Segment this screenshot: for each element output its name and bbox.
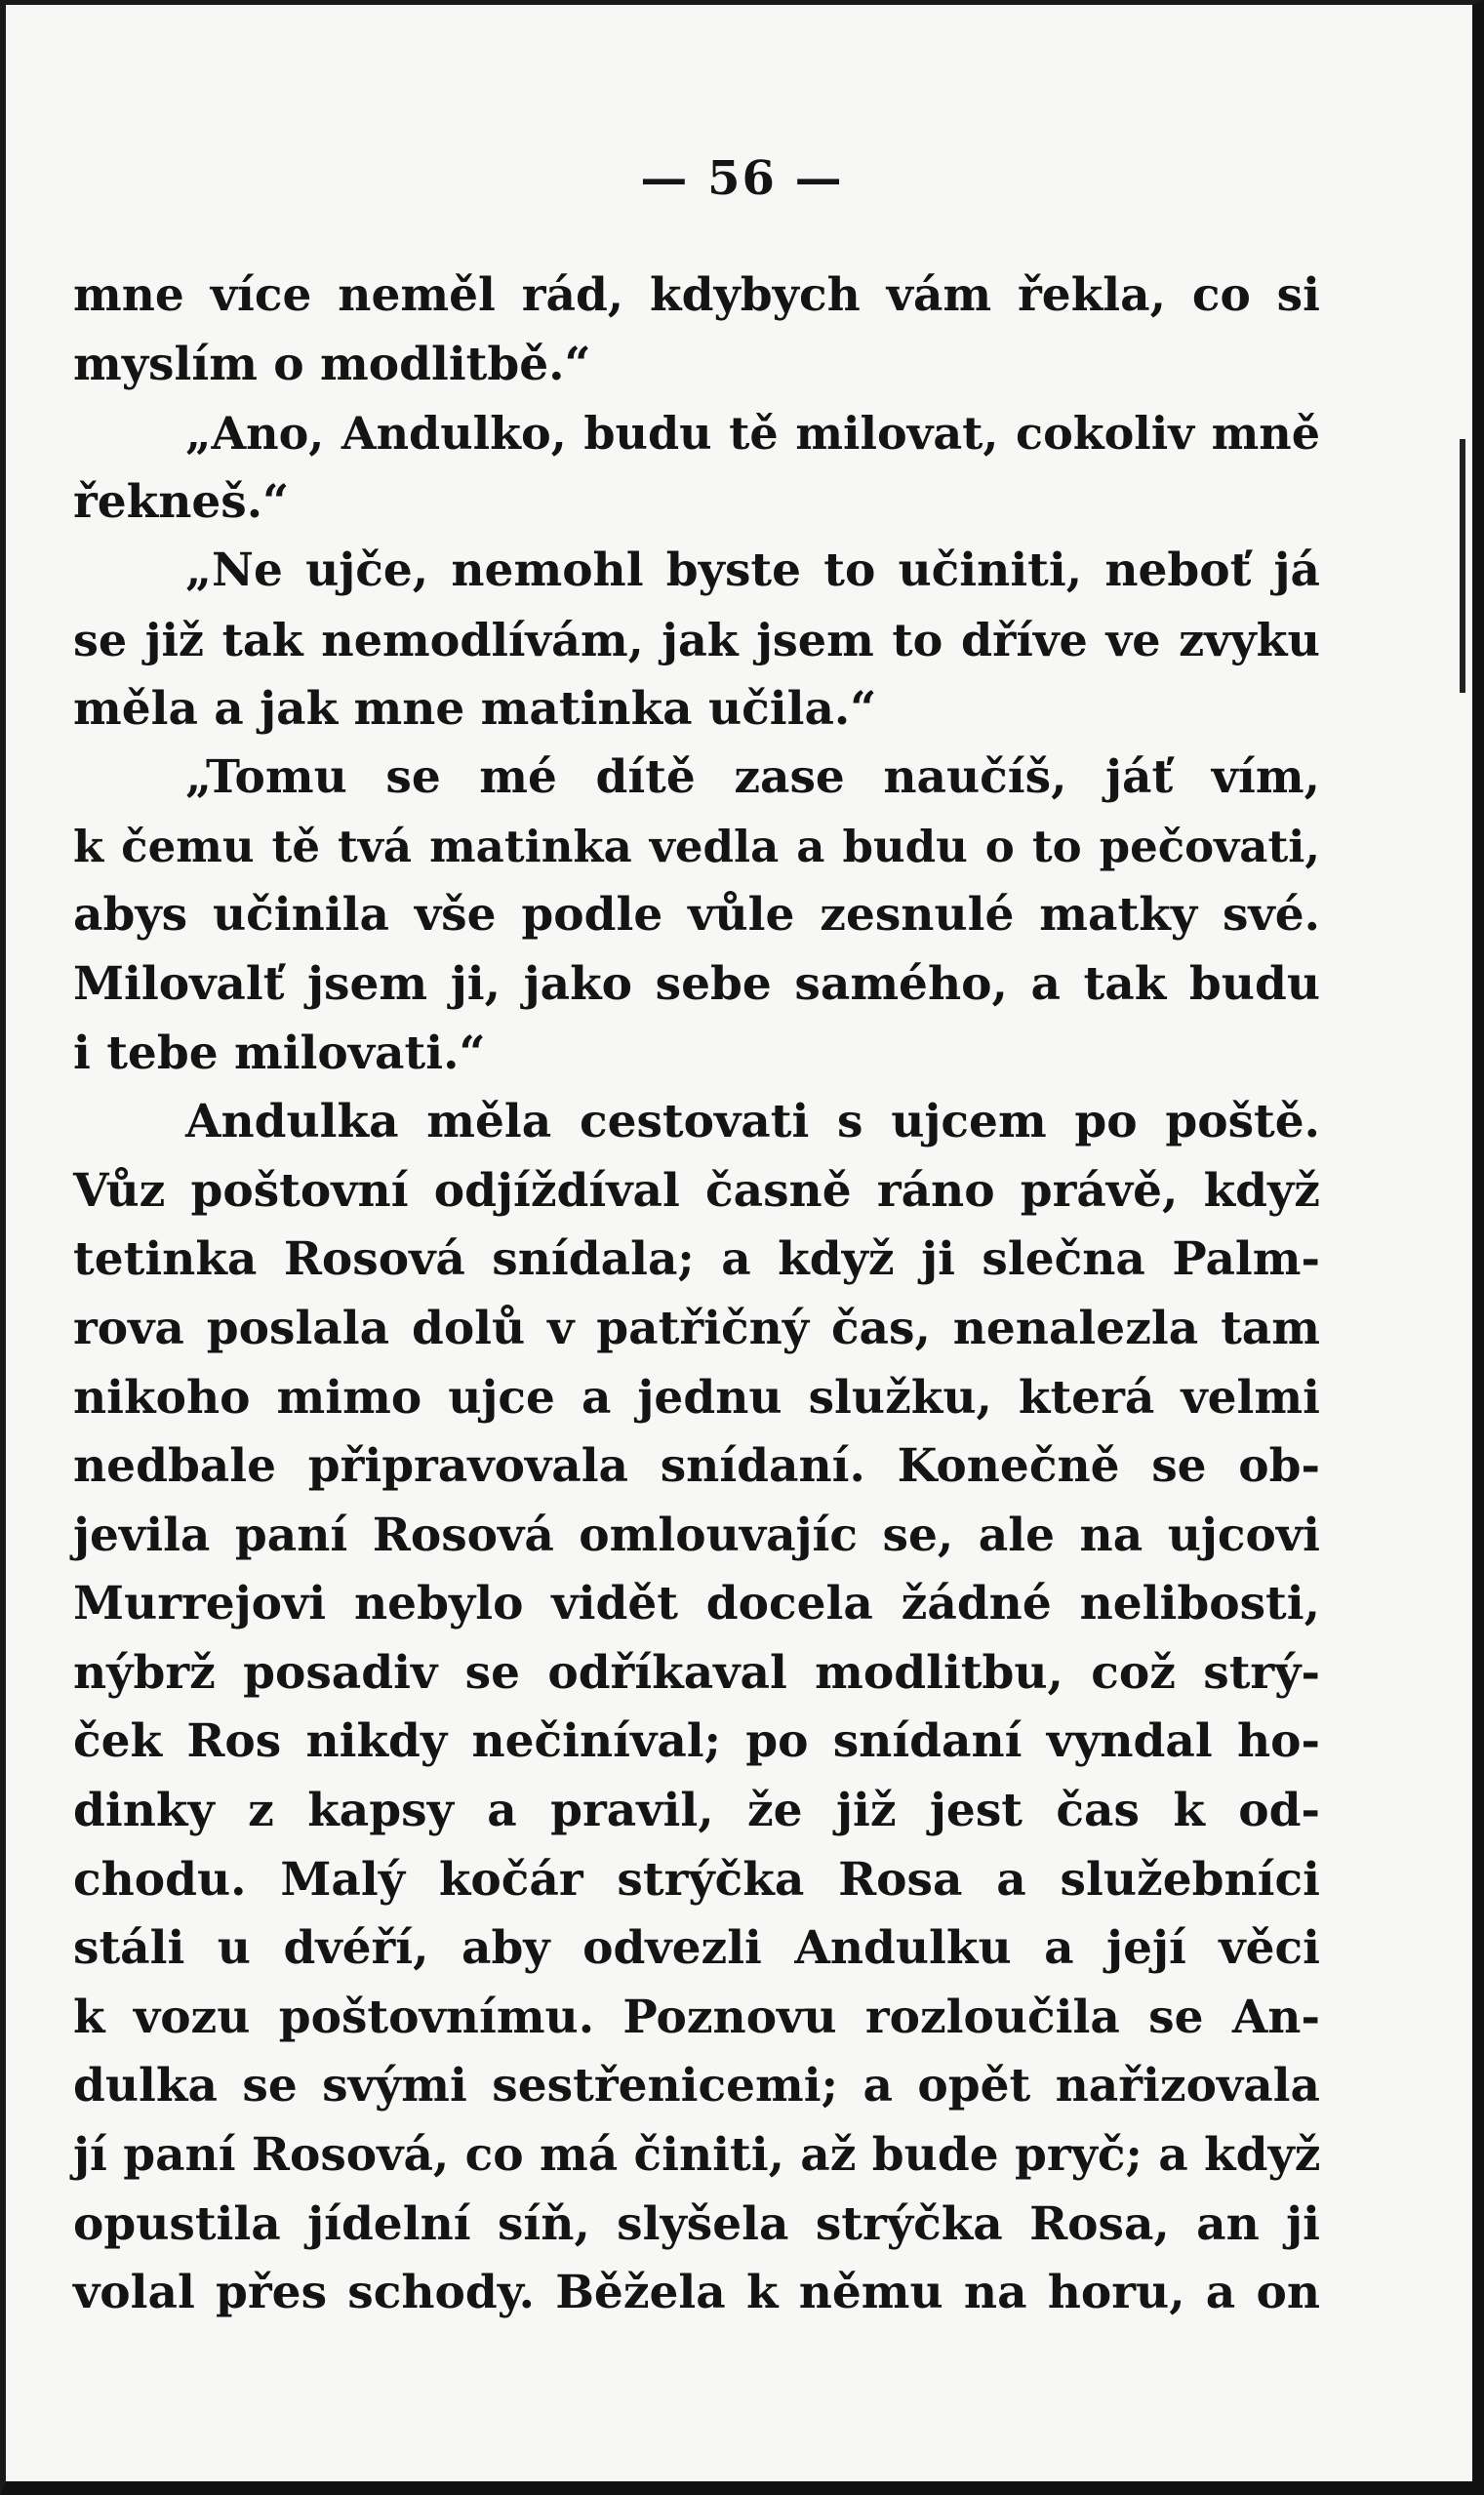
text-line: chodu. Malý kočár strýčka Rosa a služebníci [73,1852,1320,1907]
text-line: „Ano, Andulko, budu tě milovat, cokoliv mně [185,407,1320,461]
text-line: k čemu tě tvá matinka vedla a budu o to pečovati, [73,820,1320,872]
text-line: stáli u dvéří, aby odvezli Andulku a její věci [73,1921,1320,1976]
text-line: dinky z kapsy a pravil, že již jest čas k od- [73,1784,1320,1838]
text-line: rova poslala dolů v patřičný čas, nenalezla tam [73,1301,1320,1355]
page-number: — 56 — [640,151,844,206]
text-line: ček Ros nikdy nečiníval; po snídaní vyndal ho- [73,1714,1320,1769]
text-line: Vůz poštovní odjíždíval časně ráno právě, když [73,1163,1320,1218]
text-line: jevila paní Rosová omlouvajíc se, ale na ujcovi [73,1508,1320,1562]
text-line: opustila jídelní síň, slyšela strýčka Rosa, an ji [73,2196,1320,2251]
text-line: i tebe milovati.“ [73,1026,486,1080]
text-line: dulka se svými sestřenicemi; a opět nařizovala [73,2059,1320,2113]
binding-edge-mark [1460,439,1465,693]
text-line: nedbale připravovala snídaní. Konečně se ob- [73,1439,1320,1494]
text-line: „Tomu se mé dítě zase naučíš, jáť vím, [185,750,1320,805]
text-line: tetinka Rosová snídala; a když ji slečna Palm- [73,1232,1320,1287]
text-line: jí paní Rosová, co má činiti, až bude pryč; a když [73,2128,1321,2183]
text-line: Milovalť jsem ji, jako sebe samého, a tak budu [73,956,1320,1011]
text-line: myslím o modlitbě.“ [73,337,591,391]
text-line: volal přes schody. Běžela k němu na horu, a on [73,2266,1320,2320]
text-line: nýbrž posadiv se odříkaval modlitbu, což strý- [73,1645,1320,1700]
body-text [73,262,1320,2328]
text-line: nikoho mimo ujce a jednu služku, která velmi [73,1370,1320,1425]
text-line: „Ne ujče, nemohl byste to učiniti, neboť já [185,543,1320,598]
text-line: měla a jak mne matinka učila.“ [73,681,877,736]
text-line: Andulka měla cestovati s ujcem po poště. [185,1095,1320,1149]
text-line: abys učinila vše podle vůle zesnulé matky své. [73,888,1320,943]
text-line: řekneš.“ [73,474,290,529]
text-line: k vozu poštovnímu. Poznovu rozloučila se An- [73,1990,1320,2044]
text-line: Murrejovi nebylo vidět docela žádné nelibosti, [73,1577,1320,1631]
text-line: se již tak nemodlívám, jak jsem to dříve ve zvyku [73,613,1320,666]
text-line: mne více neměl rád, kdybych vám řekla, co si [73,268,1320,322]
